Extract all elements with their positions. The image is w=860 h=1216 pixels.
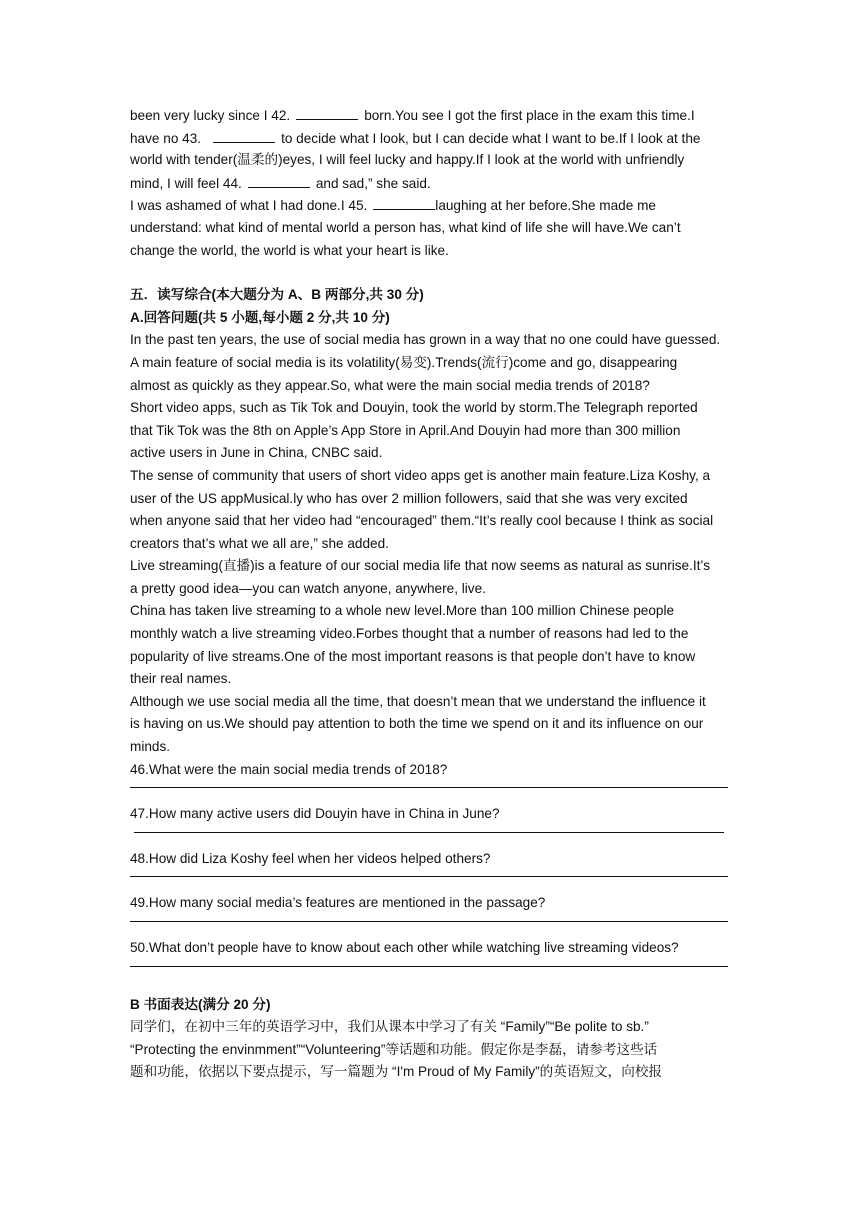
- blank-43[interactable]: [213, 127, 275, 143]
- passage-line: monthly watch a live streaming video.Forbes thought that a number of reasons had led to the: [130, 626, 689, 642]
- part-a-title: A.回答问题(共 5 小题,每小题 2 分,共 10 分): [130, 309, 390, 325]
- answer-line-48[interactable]: [130, 876, 728, 877]
- blank-45[interactable]: [373, 194, 435, 210]
- passage-line: that Tik Tok was the 8th on Apple’s App Store in April.And Douyin had more than 300 million: [130, 422, 681, 438]
- passage-line: Short video apps, such as Tik Tok and Douyin, took the world by storm.The Telegraph reported: [130, 400, 698, 416]
- passage-line: have no 43. to decide what I look, but I can decide what I want to be.If I look at the: [130, 127, 730, 150]
- passage-line: Live streaming(直播)is a feature of our social media life that now seems as natural as sunrise.It’s: [130, 558, 711, 574]
- answer-line-50[interactable]: [130, 966, 728, 967]
- writing-prompt-line: “Protecting the envinmment”“Volunteering”等话题和功能。假定你是李磊，请参考这些话: [130, 1041, 658, 1057]
- passage-line: China has taken live streaming to a whole new level.More than 100 million Chinese people: [130, 603, 675, 619]
- passage-line: A main feature of social media is its volatility(易变).Trends(流行)come and go, disappearing: [130, 354, 678, 370]
- passage-line: active users in June in China, CNBC said.: [130, 445, 383, 461]
- question-48: 48.How did Liza Koshy feel when her videos helped others?: [130, 850, 491, 866]
- passage-line: is having on us.We should pay attention to both the time we spend on it and its influence on our: [130, 716, 704, 732]
- question-50: 50.What don’t people have to know about each other while watching live streaming videos?: [130, 940, 679, 955]
- passage-line: creators that’s what we all are,” she added.: [130, 535, 389, 551]
- answer-line-46[interactable]: [130, 787, 728, 788]
- question-47: 47.How many active users did Douyin have in China in June?: [130, 806, 500, 822]
- writing-prompt-line: 同学们，在初中三年的英语学习中，我们从课本中学习了有关 “Family”“Be polite to sb.”: [130, 1019, 649, 1035]
- passage-line: almost as quickly as they appear.So, what were the main social media trends of 2018?: [130, 377, 650, 393]
- passage-line: been very lucky since I 42. born.You see I got the first place in the exam this time.I: [130, 104, 730, 127]
- reading-passage: [130, 329, 730, 758]
- section-title: 五．读写综合(本大题分为 A、B 两部分,共 30 分): [130, 287, 424, 303]
- passage-line: I was ashamed of what I had done.I 45. laughing at her before.She made me: [130, 194, 730, 217]
- passage-line: minds.: [130, 739, 171, 755]
- question-46: 46.What were the main social media trends of 2018?: [130, 761, 448, 777]
- passage-line: Although we use social media all the time, that doesn’t mean that we understand the influence it: [130, 693, 706, 709]
- writing-prompt-line: 题和功能，依据以下要点提示，写一篇题为 “I'm Proud of My Family”的英语短文，向校报: [130, 1064, 663, 1080]
- blank-42[interactable]: [296, 104, 358, 120]
- passage-line: a pretty good idea—you can watch anyone, anywhere, live.: [130, 580, 486, 596]
- passage-line: their real names.: [130, 671, 232, 687]
- passage-line: popularity of live streams.One of the most important reasons is that people don’t have to know: [130, 648, 696, 664]
- passage-line: mind, I will feel 44. and sad,” she said.: [130, 172, 730, 195]
- question-49: 49.How many social media’s features are mentioned in the passage?: [130, 895, 546, 911]
- passage-line: The sense of community that users of short video apps get is another main feature.Liza Koshy, a: [130, 467, 711, 483]
- passage-line: understand: what kind of mental world a person has, what kind of life she will have.We can’t: [130, 219, 681, 235]
- passage-line: when anyone said that her video had “encouraged” them.“It’s really cool because I think as social: [130, 513, 714, 529]
- passage-line: user of the US appMusical.ly who has over 2 million followers, said that she was very excited: [130, 490, 688, 506]
- passage-line: In the past ten years, the use of social media has grown in a way that no one could have guessed.: [130, 332, 721, 348]
- passage-line: change the world, the world is what your heart is like.: [130, 242, 449, 258]
- part-b-title: B 书面表达(满分 20 分): [130, 996, 271, 1012]
- answer-line-47[interactable]: [134, 832, 724, 833]
- passage-line: world with tender(温柔的)eyes, I will feel lucky and happy.If I look at the world with unfriendly: [130, 152, 685, 168]
- answer-line-49[interactable]: [130, 921, 728, 922]
- blank-44[interactable]: [248, 172, 310, 188]
- page-content: [130, 104, 730, 1084]
